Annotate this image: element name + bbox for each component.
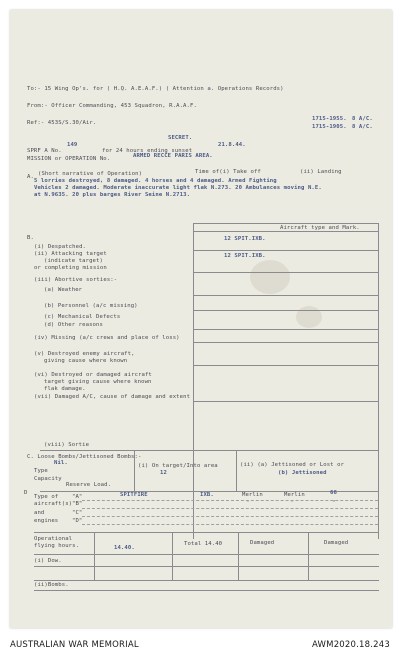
d-dash <box>82 524 378 525</box>
c-jettisoned: (b) Jettisoned <box>278 470 327 476</box>
take-off-label: Time of(i) Take off <box>195 169 261 175</box>
c-capacity: Capacity <box>34 476 62 482</box>
op-label: Operational <box>34 536 73 542</box>
date-b: 8 A/C. <box>352 124 373 130</box>
section-c-label: C. Loose Bombs/Jettisoned Bombs:- <box>27 454 142 460</box>
op-damaged-1: Damaged <box>250 540 275 546</box>
mission-text: ARMED RECCE PARIS AREA. <box>133 153 213 159</box>
d-m66: 66 <box>330 490 337 496</box>
e-bombs: (ii)Bombs. <box>34 582 69 588</box>
section-a-label: A. <box>27 174 34 180</box>
d-merlin-a: Merlin <box>242 492 263 498</box>
to-line: To:- 15 Wing Op's. for ( H.Q. A.E.A.F.) ( Attention a. Operations Records) <box>27 86 284 92</box>
row-line <box>34 590 379 591</box>
row-destroyed-enemy: (v) Destroyed enemy aircraft, <box>34 351 135 357</box>
c-jettisoned-lost: (ii) (a) Jettisoned or Lost or <box>240 462 345 468</box>
row-abortive: (iii) Abortive sorties:- <box>34 277 118 283</box>
op-damaged-2: Damaged <box>324 540 349 546</box>
c-divider <box>134 451 135 491</box>
row-line <box>34 566 379 567</box>
row-personnel: (b) Personnel (a/c missing) <box>44 303 138 309</box>
op-divider <box>238 532 239 580</box>
row-line <box>40 450 379 451</box>
row-line <box>193 401 379 402</box>
e-dow: (i) Dow. <box>34 558 62 564</box>
row-missing: (iv) Missing (a/c crews and place of loss) <box>34 335 180 341</box>
c-on-target-value: 12 <box>160 470 167 476</box>
d-ixb: IXB. <box>200 492 214 498</box>
form-line-label: SPRF A No. <box>27 148 62 154</box>
row-despatched: (i) Despatched. <box>34 244 87 250</box>
row-line <box>193 272 379 273</box>
d-row-b: "B" <box>72 501 83 507</box>
row-damaged-ac: (vii) Damaged A/C, cause of damage and extent <box>34 394 191 400</box>
d-merlin-b: Merlin <box>284 492 305 498</box>
row-line <box>193 295 379 296</box>
col-header: Aircraft type and Mark. <box>280 225 360 231</box>
d-dash <box>82 500 378 501</box>
c-on-target: (i) On target/Into area <box>138 463 218 469</box>
row-flak: flak damage. <box>44 386 86 392</box>
d-aircraft: aircraft(s) <box>34 501 73 507</box>
table-top-line <box>193 223 379 224</box>
d-dash <box>82 516 378 517</box>
d-engines: engines <box>34 518 59 524</box>
d-ditto-1: " <box>246 500 250 506</box>
d-row-a: "A" <box>72 494 83 500</box>
narrative-line-3: at N.9635. 20 plus barges River Seine N.2713. <box>34 192 191 198</box>
date-a: 8 A/C. <box>352 116 373 122</box>
row-weather: (a) Weather <box>44 287 83 293</box>
row-mechanical: (c) Mechanical Defects <box>44 314 121 320</box>
row-destroyed-damaged: (vi) Destroyed or damaged aircraft <box>34 372 152 378</box>
d-and: and <box>34 510 45 516</box>
op-divider <box>172 532 173 580</box>
table-header-line <box>193 231 379 232</box>
row-attacking-value: 12 SPIT.IXB. <box>224 253 266 259</box>
op-divider <box>94 532 95 580</box>
row-line <box>193 365 379 366</box>
footer-credit: AUSTRALIAN WAR MEMORIAL <box>10 640 139 650</box>
form-for: for 24 hours ending sunset <box>102 148 193 154</box>
row-line <box>34 580 379 581</box>
row-sortie: (viii) Sortie <box>44 442 90 448</box>
d-row-d: "D" <box>72 518 83 524</box>
mission-label: MISSION or OPERATION No. <box>27 156 111 162</box>
row-attacking-sub2: or completing mission <box>34 265 107 271</box>
section-a-short: (Short narrative of Operation) <box>38 171 143 177</box>
op-hours-value: 14.40. <box>114 545 135 551</box>
d-ditto-2: " <box>290 500 294 506</box>
ref-line: Ref:- 453S/S.30/Air. <box>27 120 97 126</box>
op-label-2: flying hours. <box>34 543 80 549</box>
row-despatched-value: 12 SPIT.IXB. <box>224 236 266 242</box>
section-b-label: B. <box>27 235 34 241</box>
row-destroyed-damaged-sub: target giving cause where known <box>44 379 152 385</box>
row-line <box>193 329 379 330</box>
row-line <box>193 310 379 311</box>
d-type-of: Type of <box>34 494 59 500</box>
secret-heading: SECRET. <box>168 135 193 141</box>
form-date: 21.8.44. <box>218 142 246 148</box>
row-attacking: (ii) Attacking target <box>34 251 107 257</box>
row-line <box>193 250 379 251</box>
section-d-label: D <box>24 490 28 496</box>
form-number: 149 <box>67 142 78 148</box>
d-row-c: "C" <box>72 510 83 516</box>
d-ditto-3: " <box>332 500 336 506</box>
d-dash <box>82 508 378 509</box>
row-line <box>34 554 379 555</box>
c-type: Type <box>34 468 48 474</box>
row-destroyed-enemy-sub: giving cause where known <box>44 358 128 364</box>
footer-id: AWM2020.18.243 <box>312 640 390 650</box>
row-attacking-sub1: (indicate target) <box>44 258 103 264</box>
op-total: Total 14.40 <box>184 541 223 547</box>
row-line <box>193 342 379 343</box>
op-divider <box>308 532 309 580</box>
from-line: From:- Officer Commanding, 453 Squadron, R.A.A.F. <box>27 103 197 109</box>
time-b: 1715-1905. <box>312 124 347 130</box>
c-reserve: Reserve Load. <box>66 482 112 488</box>
row-line <box>34 532 379 533</box>
narrative-line-1: 5 lorries destroyed, 8 damaged. 4 horses and 4 damaged. Armed Fighting <box>34 178 277 184</box>
row-other: (d) Other reasons <box>44 322 103 328</box>
landing-label: (ii) Landing <box>300 169 342 175</box>
paper-stain <box>250 260 290 294</box>
d-spitfire: SPITFIRE <box>120 492 148 498</box>
time-a: 1715-1955. <box>312 116 347 122</box>
c-divider <box>236 451 237 491</box>
narrative-line-2: Vehicles 2 damaged. Moderate inaccurate light flak N.273. 20 Ambulances moving N.E. <box>34 185 322 191</box>
document-page <box>10 10 392 628</box>
c-nil: Nil. <box>54 460 68 466</box>
